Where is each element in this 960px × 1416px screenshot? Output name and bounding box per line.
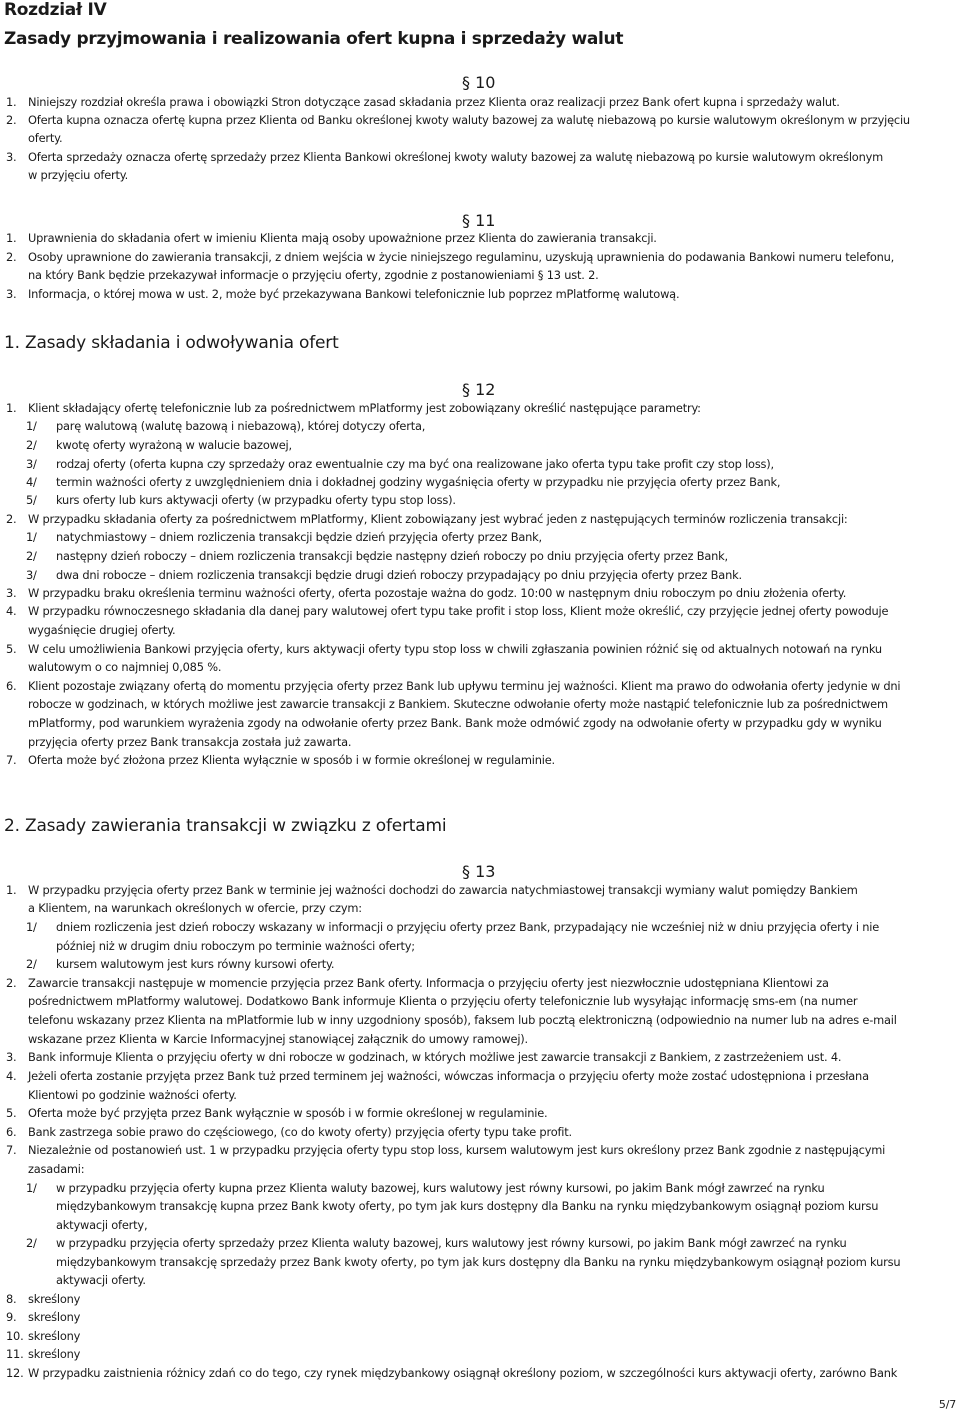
line-text: Osoby uprawnione do zawierania transakcji, z dniem wejścia w życie niniejszego regulaminu, uzyskują uprawnienia do podawania Bankowi numeru telefonu, (28, 250, 895, 264)
line-number: 2. (6, 250, 17, 264)
document-title: Zasady przyjmowania i realizowania ofert kupna i sprzedaży walut (4, 29, 624, 49)
line-number: 2/ (26, 1236, 37, 1250)
line-number: 6. (6, 679, 17, 693)
line-text: następny dzień roboczy – dniem rozliczenia transakcji będzie następny dzień roboczy po dniu przyjęcia oferty przez Bank, (56, 549, 728, 563)
line-text: pośrednictwem mPlatformy walutowej. Dodatkowo Bank informuje Klienta o przyjęciu oferty telefonicznie lub wysyłając informację sms-em (na numer (28, 994, 858, 1008)
line-text: skreślony (28, 1329, 81, 1343)
line-text: mPlatformy, pod warunkiem wyrażenia zgody na odwołanie oferty przez Bank. Bank może odmówić zgody na odwołanie oferty w przypadku gdy w wyniku (28, 716, 882, 730)
section-11-heading: § 11 (462, 211, 495, 230)
section-10-heading: § 10 (462, 73, 495, 92)
line-number: 7. (6, 753, 17, 767)
line-text: Oferta może być złożona przez Klienta wyłącznie w sposób i w formie określonej w regulaminie. (28, 753, 555, 767)
line-text: W celu umożliwienia Bankowi przyjęcia oferty, kurs aktywacji oferty typu stop loss w chwili zgłaszania powinien różnić się od aktualnych notowań na rynku (28, 642, 882, 656)
line-number: 1. (6, 401, 17, 415)
line-text: Informacja, o której mowa w ust. 2, może być przekazywana Bankowi telefonicznie lub poprzez mPlatformę walutową. (28, 287, 680, 301)
line-number: 9. (6, 1310, 17, 1324)
line-text: Klientowi po godzinie ważności oferty. (28, 1088, 237, 1102)
line-text: W przypadku równoczesnego składania dla danej pary walutowej ofert typu take profit i stop loss, Klient może określić, czy przyjęcie jednej oferty powoduje (28, 604, 889, 618)
line-text: a Klientem, na warunkach określonych w ofercie, przy czym: (28, 901, 362, 915)
line-text: Oferta może być przyjęta przez Bank wyłącznie w sposób i w formie określonej w regulaminie. (28, 1106, 548, 1120)
line-number: 5. (6, 642, 17, 656)
line-number: 6. (6, 1125, 17, 1139)
line-text: Uprawnienia do składania ofert w imieniu Klienta mają osoby upoważnione przez Klienta do zawierania transakcji. (28, 231, 657, 245)
line-text: Oferta kupna oznacza ofertę kupna przez Klienta od Banku określonej kwoty waluty bazowej za walutę niebazową po kursie walutowym określonym w przyjęciu (28, 113, 910, 127)
line-text: Bank zastrzega sobie prawo do częściowego, (co do kwoty oferty) przyjęcia oferty typu take profit. (28, 1125, 572, 1139)
line-text: skreślony (28, 1347, 81, 1361)
line-text: kwotę oferty wyrażoną w walucie bazowej, (56, 438, 292, 452)
line-text: wygaśnięcie drugiej oferty. (28, 623, 176, 637)
line-text: W przypadku zaistnienia różnicy zdań co do tego, czy rynek międzybankowy osiągnął określony poziom, w szczególności kurs aktywacji oferty, zarówno Bank (28, 1366, 898, 1380)
line-text: międzybankowym transakcję sprzedaży przez Bank kwoty oferty, po tym jak kurs dostępny dla Banku na rynku międzybankowym osiągnął poziom kursu (56, 1255, 901, 1269)
line-text: walutowym o co najmniej 0,085 %. (28, 660, 222, 674)
line-number: 2. (6, 113, 17, 127)
line-text: dniem rozliczenia jest dzień roboczy wskazany w informacji o przyjęciu oferty przez Bank, przypadający nie wcześniej niż w dniu przyjęcia oferty i nie (56, 920, 880, 934)
line-number: 2. (6, 512, 17, 526)
line-number: 1/ (26, 419, 37, 433)
line-text: Oferta sprzedaży oznacza ofertę sprzedaży przez Klienta Bankowi określonej kwoty waluty bazowej za walutę niebazową po kursie walutowym określonym (28, 150, 884, 164)
line-number: 3/ (26, 568, 37, 582)
line-text: natychmiastowy – dniem rozliczenia transakcji będzie dzień przyjęcia oferty przez Bank, (56, 530, 542, 544)
line-number: 12. (6, 1366, 24, 1380)
line-number: 4/ (26, 475, 37, 489)
line-text: dwa dni robocze – dniem rozliczenia transakcji będzie drugi dzień roboczy przypadający po dniu przyjęcia oferty przez Bank. (56, 568, 742, 582)
line-number: 2/ (26, 549, 37, 563)
line-text: później niż w drugim dniu roboczym po terminie ważności oferty; (56, 939, 415, 953)
line-number: 4. (6, 1069, 17, 1083)
line-number: 1. (6, 883, 17, 897)
line-text: aktywacji oferty. (56, 1273, 146, 1287)
line-number: 1/ (26, 530, 37, 544)
line-number: 5/ (26, 493, 37, 507)
line-text: Niezależnie od postanowień ust. 1 w przypadku przyjęcia oferty typu stop loss, kursem walutowym jest kurs określony przez Bank zgodnie z następującymi (28, 1143, 886, 1157)
line-number: 1/ (26, 920, 37, 934)
subheading-transactions: 2. Zasady zawierania transakcji w związku z ofertami (4, 816, 447, 836)
line-text: rodzaj oferty (oferta kupna czy sprzedaży oraz ewentualnie czy ma być ona realizowane jako oferta typu take profit czy stop loss), (56, 457, 774, 471)
line-text: Klient pozostaje związany ofertą do momentu przyjęcia oferty przez Bank lub upływu terminu jej ważności. Klient ma prawo do odwołania oferty jedynie w dni (28, 679, 901, 693)
line-text: Niniejszy rozdział określa prawa i obowiązki Stron dotyczące zasad składania przez Klienta oraz realizacji przez Bank ofert kupna i sprzedaży walut. (28, 95, 840, 109)
line-number: 3. (6, 287, 17, 301)
line-number: 1. (6, 95, 17, 109)
line-text: skreślony (28, 1292, 81, 1306)
line-number: 3. (6, 150, 17, 164)
line-number: 1. (6, 231, 17, 245)
line-number: 2/ (26, 438, 37, 452)
subheading-offers: 1. Zasady składania i odwoływania ofert (4, 333, 339, 353)
line-text: w przyjęciu oferty. (28, 168, 129, 182)
line-text: W przypadku składania oferty za pośrednictwem mPlatformy, Klient zobowiązany jest wybrać jeden z następujących terminów rozliczenia transakcji: (28, 512, 848, 526)
chapter-heading: Rozdział IV (4, 0, 107, 20)
line-text: na który Bank będzie przekazywał informacje o przyjęciu oferty, zgodnie z postanowieniami § 13 ust. 2. (28, 268, 599, 282)
line-number: 1/ (26, 1181, 37, 1195)
line-text: oferty. (28, 131, 63, 145)
line-text: w przypadku przyjęcia oferty sprzedaży przez Klienta waluty bazowej, kurs walutowy jest równy kursowi, po jakim Bank mógł zawrzeć na rynku (56, 1236, 847, 1250)
page-number: 5/7 (938, 1398, 956, 1411)
line-text: W przypadku przyjęcia oferty przez Bank w terminie jej ważności dochodzi do zawarcia natychmiastowej transakcji wymiany walut pomiędzy Bankiem (28, 883, 858, 897)
line-number: 7. (6, 1143, 17, 1157)
line-text: kurs oferty lub kurs aktywacji oferty (w przypadku oferty typu stop loss). (56, 493, 456, 507)
line-text: międzybankowym transakcję kupna przez Bank kwoty oferty, po tym jak kurs dostępny dla Banku na rynku międzybankowym osiągnął poziom kursu (56, 1199, 879, 1213)
line-number: 10. (6, 1329, 24, 1343)
line-number: 4. (6, 604, 17, 618)
line-number: 3. (6, 1050, 17, 1064)
line-number: 3. (6, 586, 17, 600)
line-text: termin ważności oferty z uwzględnieniem dnia i dokładnej godziny wygaśnięcia oferty w przypadku nie przyjęcia oferty przez Bank, (56, 475, 781, 489)
line-number: 2. (6, 976, 17, 990)
line-number: 5. (6, 1106, 17, 1120)
line-text: Bank informuje Klienta o przyjęciu oferty w dni robocze w godzinach, w których możliwe jest zawarcie transakcji z Bankiem, z zastrzeżeniem ust. 4. (28, 1050, 842, 1064)
line-text: telefonu wskazany przez Klienta na mPlatformie lub w inny uzgodniony sposób), faksem lub pocztą elektroniczną (odpowiednio na numer lub na adres e-mail (28, 1013, 897, 1027)
line-number: 8. (6, 1292, 17, 1306)
section-13-heading: § 13 (462, 862, 495, 881)
line-text: przyjęcia oferty przez Bank transakcja została już zawarta. (28, 735, 352, 749)
line-text: W przypadku braku określenia terminu ważności oferty, oferta pozostaje ważna do godz. 10:00 w następnym dniu roboczym po dniu złożenia oferty. (28, 586, 847, 600)
line-text: skreślony (28, 1310, 81, 1324)
section-12-heading: § 12 (462, 380, 495, 399)
line-text: kursem walutowym jest kurs równy kursowi oferty. (56, 957, 335, 971)
line-number: 3/ (26, 457, 37, 471)
line-text: wskazane przez Klienta w Karcie Informacyjnej stanowiącej załącznik do umowy ramowej). (28, 1032, 528, 1046)
line-number: 11. (6, 1347, 24, 1361)
line-text: w przypadku przyjęcia oferty kupna przez Klienta waluty bazowej, kurs walutowy jest równy kursowi, po jakim Bank mógł zawrzeć na rynku (56, 1181, 825, 1195)
line-text: parę walutową (walutę bazową i niebazową), której dotyczy oferta, (56, 419, 426, 433)
line-text: robocze w godzinach, w których możliwe jest zawarcie transakcji z Bankiem. Skuteczne odwołanie oferty może nastąpić telefonicznie lub za pośrednictwem (28, 697, 888, 711)
line-text: Zawarcie transakcji następuje w momencie przyjęcia przez Bank oferty. Informacja o przyjęciu oferty jest niezwłocznie udostępniana Klientowi za (28, 976, 829, 990)
line-number: 2/ (26, 957, 37, 971)
line-text: Jeżeli oferta zostanie przyjęta przez Bank tuż przed terminem jej ważności, wówczas informacja o przyjęciu oferty może zostać udostępniona i przesłana (28, 1069, 869, 1083)
line-text: aktywacji oferty, (56, 1218, 148, 1232)
line-text: zasadami: (28, 1162, 85, 1176)
line-text: Klient składający ofertę telefonicznie lub za pośrednictwem mPlatformy jest zobowiązany określić następujące parametry: (28, 401, 701, 415)
